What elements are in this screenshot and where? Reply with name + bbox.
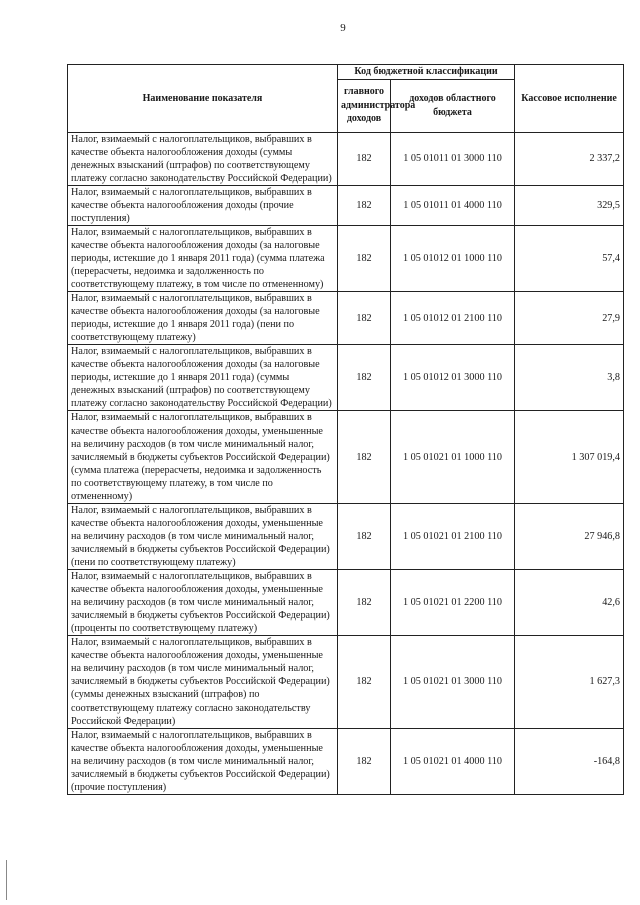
row-amount: -164,8 bbox=[515, 728, 624, 794]
table-row bbox=[68, 132, 624, 185]
table-row bbox=[68, 411, 624, 503]
header-row-top bbox=[68, 65, 624, 80]
row-amount: 2 337,2 bbox=[515, 132, 624, 185]
row-name: Налог, взимаемый с налогоплательщиков, выбравших в качестве объекта налогообложения доходы (за налоговые периоды, истекшие до 1 января 2011 года) (суммы денежных взысканий (штрафов) по соответствующему платежу согласно законодательству Российской Федерации) bbox=[68, 345, 338, 411]
row-amount: 42,6 bbox=[515, 570, 624, 636]
row-admin-code: 182 bbox=[338, 185, 391, 225]
row-admin-code: 182 bbox=[338, 636, 391, 728]
row-income-code: 1 05 01012 01 1000 110 bbox=[391, 225, 515, 291]
row-name: Налог, взимаемый с налогоплательщиков, выбравших в качестве объекта налогообложения доходы, уменьшенные на величину расходов (в том числе минимальный налог, зачисляемый в бюджеты субъектов Российской Федерации) (суммы денежных взысканий (штрафов) по соответствующему платежу согласно законодательству Российской Федерации) bbox=[68, 636, 338, 728]
table-row bbox=[68, 345, 624, 411]
margin-line bbox=[6, 860, 7, 900]
row-name: Налог, взимаемый с налогоплательщиков, выбравших в качестве объекта налогообложения доходы, уменьшенные на величину расходов (в том числе минимальный налог, зачисляемый в бюджеты субъектов Российской Федерации) (проценты по соответствующему платежу) bbox=[68, 570, 338, 636]
header-execution: Кассовое исполнение bbox=[515, 65, 624, 133]
row-admin-code: 182 bbox=[338, 225, 391, 291]
header-bcc-group: Код бюджетной классификации bbox=[338, 65, 515, 80]
row-admin-code: 182 bbox=[338, 411, 391, 503]
row-income-code: 1 05 01021 01 4000 110 bbox=[391, 728, 515, 794]
row-admin-code: 182 bbox=[338, 345, 391, 411]
row-name: Налог, взимаемый с налогоплательщиков, выбравших в качестве объекта налогообложения доходы, уменьшенные на величину расходов (в том числе минимальный налог, зачисляемый в бюджеты субъектов Российской Федерации) (сумма платежа (перерасчеты, недоимка и задолженность по соответствующему платежу, в том числе по отмененному) bbox=[68, 411, 338, 503]
row-amount: 1 627,3 bbox=[515, 636, 624, 728]
row-income-code: 1 05 01011 01 3000 110 bbox=[391, 132, 515, 185]
table-row bbox=[68, 225, 624, 291]
row-income-code: 1 05 01021 01 3000 110 bbox=[391, 636, 515, 728]
row-amount: 27,9 bbox=[515, 292, 624, 345]
table-row bbox=[68, 503, 624, 569]
table-row bbox=[68, 636, 624, 728]
table-row bbox=[68, 570, 624, 636]
table-row bbox=[68, 185, 624, 225]
budget-table bbox=[67, 64, 624, 795]
row-admin-code: 182 bbox=[338, 292, 391, 345]
row-income-code: 1 05 01021 01 2200 110 bbox=[391, 570, 515, 636]
table-row bbox=[68, 728, 624, 794]
header-income: доходов областного бюджета bbox=[391, 79, 515, 132]
row-amount: 1 307 019,4 bbox=[515, 411, 624, 503]
table-row bbox=[68, 292, 624, 345]
row-amount: 27 946,8 bbox=[515, 503, 624, 569]
row-amount: 57,4 bbox=[515, 225, 624, 291]
header-name: Наименование показателя bbox=[68, 65, 338, 133]
row-name: Налог, взимаемый с налогоплательщиков, выбравших в качестве объекта налогообложения доходы (за налоговые периоды, истекшие до 1 января 2011 года) (пени по соответствующему платежу) bbox=[68, 292, 338, 345]
row-income-code: 1 05 01011 01 4000 110 bbox=[391, 185, 515, 225]
header-admin: главного администратора доходов bbox=[338, 79, 391, 132]
row-income-code: 1 05 01012 01 2100 110 bbox=[391, 292, 515, 345]
row-amount: 3,8 bbox=[515, 345, 624, 411]
row-name: Налог, взимаемый с налогоплательщиков, выбравших в качестве объекта налогообложения доходы (прочие поступления) bbox=[68, 185, 338, 225]
row-name: Налог, взимаемый с налогоплательщиков, выбравших в качестве объекта налогообложения доходы (за налоговые периоды, истекшие до 1 января 2011 года) (сумма платежа (перерасчеты, недоимка и задолженность по соответствующему платежу, в том числе по отмененному) bbox=[68, 225, 338, 291]
row-name: Налог, взимаемый с налогоплательщиков, выбравших в качестве объекта налогообложения доходы (суммы денежных взысканий (штрафов) по соответствующему платежу согласно законодательству Российской Федерации) bbox=[68, 132, 338, 185]
row-income-code: 1 05 01021 01 1000 110 bbox=[391, 411, 515, 503]
row-admin-code: 182 bbox=[338, 728, 391, 794]
row-name: Налог, взимаемый с налогоплательщиков, выбравших в качестве объекта налогообложения доходы, уменьшенные на величину расходов (в том числе минимальный налог, зачисляемый в бюджеты субъектов Российской Федерации) (пени по соответствующему платежу) bbox=[68, 503, 338, 569]
row-name: Налог, взимаемый с налогоплательщиков, выбравших в качестве объекта налогообложения доходы, уменьшенные на величину расходов (в том числе минимальный налог, зачисляемый в бюджеты субъектов Российской Федерации) (прочие поступления) bbox=[68, 728, 338, 794]
row-admin-code: 182 bbox=[338, 503, 391, 569]
row-admin-code: 182 bbox=[338, 570, 391, 636]
row-income-code: 1 05 01012 01 3000 110 bbox=[391, 345, 515, 411]
row-income-code: 1 05 01021 01 2100 110 bbox=[391, 503, 515, 569]
row-admin-code: 182 bbox=[338, 132, 391, 185]
page-number: 9 bbox=[340, 22, 346, 34]
row-amount: 329,5 bbox=[515, 185, 624, 225]
